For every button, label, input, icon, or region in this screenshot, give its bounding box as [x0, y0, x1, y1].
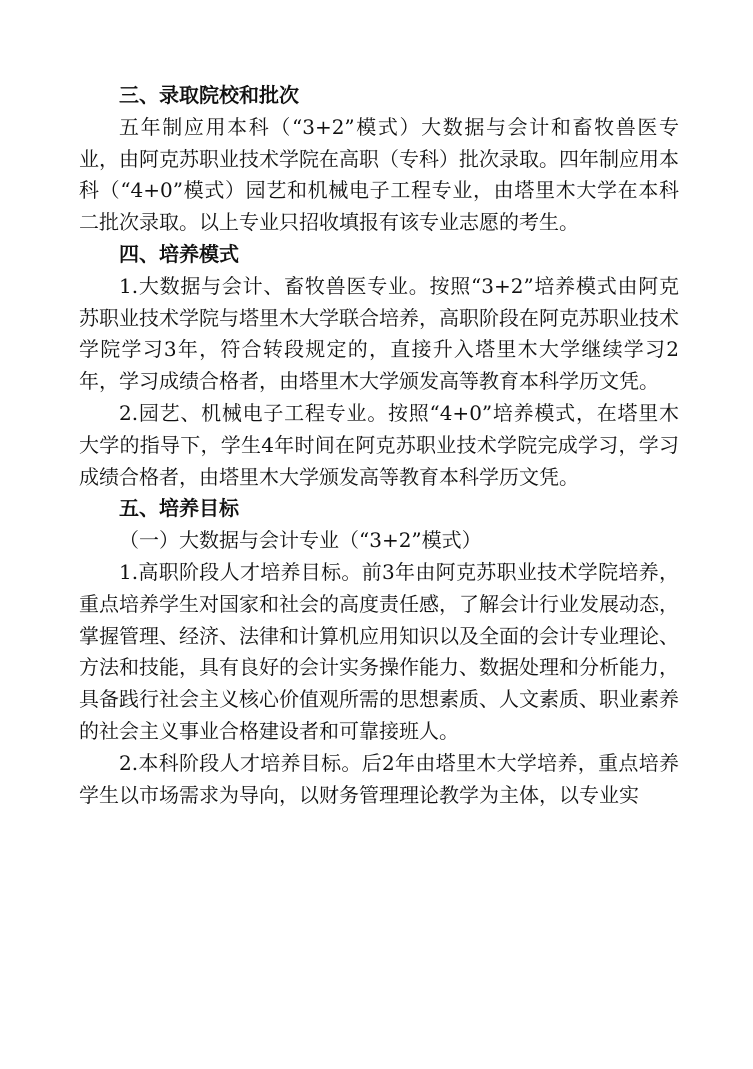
paragraph-training-mode-2: 2.园艺、机械电子工程专业。按照“4+0”培养模式，在塔里木大学的指导下，学生4年时间在阿克苏职业技术学院完成学习，学习成绩合格者，由塔里木大学颁发高等教育本科学历文凭。 — [79, 400, 679, 489]
paragraph-admission: 五年制应用本科（“3+2”模式）大数据与会计和畜牧兽医专业，由阿克苏职业技术学院在高职（专科）批次录取。四年制应用本科（“4+0”模式）园艺和机械电子工程专业，由塔里木大学在本科二批次录取。以上专业只招收填报有该专业志愿的考生。 — [79, 114, 679, 235]
document-page — [79, 80, 679, 811]
paragraph-training-goals-1: 1.高职阶段人才培养目标。前3年由阿克苏职业技术学院培养，重点培养学生对国家和社会的高度责任感，了解会计行业发展动态，掌握管理、经济、法律和计算机应用知识以及全面的会计专业理论、方法和技能，具有良好的会计实务操作能力、数据处理和分析能力，具备践行社会主义核心价值观所需的思想素质、人文素质、职业素养的社会主义事业合格建设者和可靠接班人。 — [79, 559, 679, 743]
section-heading-training-mode: 四、培养模式 — [119, 241, 239, 266]
section-heading-training-goals: 五、培养目标 — [119, 496, 239, 521]
paragraph-training-mode-1: 1.大数据与会计、畜牧兽医专业。按照“3+2”培养模式由阿克苏职业技术学院与塔里木大学联合培养，高职阶段在阿克苏职业技术学院学习3年，符合转段规定的，直接升入塔里木大学继续学习2年，学习成绩合格者，由塔里木大学颁发高等教育本科学历文凭。 — [79, 273, 679, 394]
subsection-heading-big-data-accounting: （一）大数据与会计专业（“3+2”模式） — [119, 528, 482, 553]
section-heading-admission: 三、录取院校和批次 — [119, 83, 299, 107]
paragraph-training-goals-2: 2.本科阶段人才培养目标。后2年由塔里木大学培养，重点培养学生以市场需求为导向，以财务管理理论教学为主体，以专业实 — [79, 750, 679, 807]
